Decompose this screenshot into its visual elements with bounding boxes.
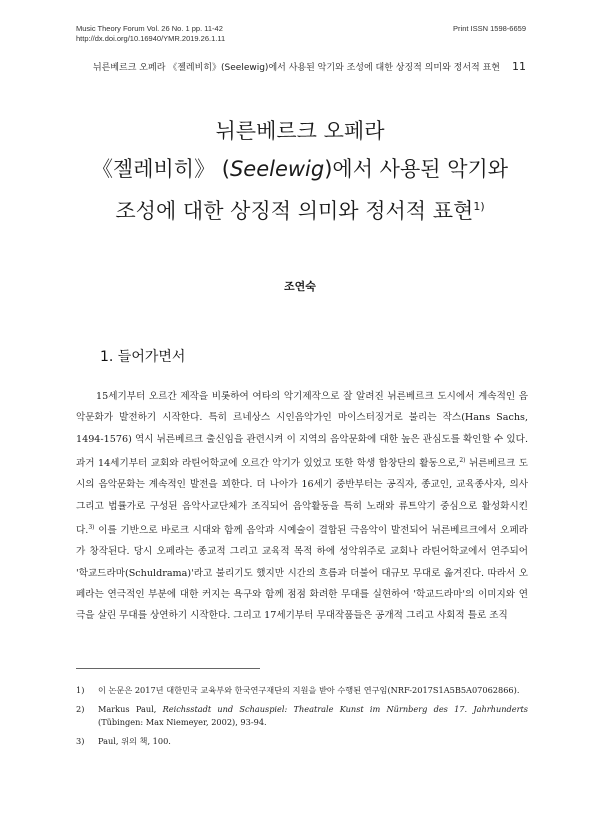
- para-text-a: 15세기부터 오르간 제작을 비롯하여 여타의 악기제작으로 잘 알려진 뉘른베르크 도시에서 계속적인 음악문화가 발전하기 시작한다. 특히 르네상스 시인음악가인 마이스터징거로 불리는 작스(Hans Sachs, 1494-1576) 역시 뉘른베르크 출신임을 관련시켜 이 지역의 음악문화에 대한 높은 관심도를 확인할 수 있다. 과거 14세기부터 교회와 라틴어학교에 오르간 악기가 있었고 또한 학생 합창단의 활동으로,: [76, 391, 528, 470]
- title-line-2: [60, 150, 540, 188]
- title-line-2-pre: 《젤레비히》 (: [91, 157, 230, 181]
- journal-meta: [76, 24, 225, 44]
- footnote-author: Markus Paul,: [98, 704, 163, 714]
- footnote-2: [76, 703, 528, 729]
- footnote-number: 2): [76, 704, 85, 714]
- footnote-ref-2[interactable]: 2): [459, 456, 466, 464]
- page-number: 11: [512, 60, 526, 73]
- title-line-2-post: )에서 사용된 악기와: [324, 157, 509, 181]
- para-text-c: 이를 기반으로 바로크 시대와 함께 음악과 시예술이 결합된 극음악이 발전되어 뉘른베르크에서 오페라가 창작된다. 당시 오페라는 종교적 그리고 교육적 목적 하에 성악위주로 교회나 라틴어학교에서 연주되어 '학교드라마(Schuldrama)'라고 불리기도 했지만 시간의 흐름과 더불어 대규모 무대로 옮겨진다. 따라서 오페라는 연극적인 부분에 대한 커지는 욕구와 함께 점점 화려한 무대를 실현하여 '학교드라마'의 이미지와 연극을 살린 무대를 상연하기 시작한다. 그리고 17세기부터 무대작품들은 공개적 그리고 사회적 틀로 조직: [76, 525, 528, 622]
- author-name: 조연숙: [284, 280, 316, 293]
- paragraph: [76, 386, 528, 627]
- section-heading: 1. 들어가면서: [100, 349, 186, 365]
- footnote-1: [76, 684, 528, 697]
- footnote-text: Paul, 위의 책, 100.: [98, 736, 171, 746]
- title-italic: Seelewig: [229, 157, 325, 181]
- title-line-3-text: 조성에 대한 상징적 의미와 정서적 표현: [115, 199, 474, 223]
- footnote-text: 이 논문은 2017년 대한민국 교육부와 한국연구재단의 지원을 받아 수행된 연구임(NRF-2017S1A5B5A07062866).: [98, 685, 520, 695]
- issn-label: Print ISSN 1598-6659: [453, 24, 526, 33]
- footnote-ref-3[interactable]: 3): [88, 523, 95, 531]
- footnote-number: 1): [76, 685, 85, 695]
- body-text: [76, 386, 528, 627]
- doi-link[interactable]: http://dx.doi.org/10.16940/YMR.2019.26.1.11: [76, 34, 226, 43]
- title-footnote-mark[interactable]: 1): [473, 200, 485, 213]
- title-line-3: [60, 188, 540, 230]
- para-text-b: 뉘른베르크 도시의 음악문화는 계속적인 발전을 꾀한다. 더 나아가 16세기 중반부터는 공직자, 종교인, 교육종사자, 의사 그리고 법률가로 구성된 음악사교단체가 조직되어 음악활동을 특히 노래와 류트악기 중심으로 활성화시킨다.: [76, 458, 528, 537]
- running-head-text: 뉘른베르크 오페라 《젤레비히》(Seelewig)에서 사용된 악기와 조성에 대한 상징적 의미와 정서적 표현: [92, 63, 500, 73]
- title-line-1: 뉘른베르크 오페라: [215, 119, 385, 143]
- footnote-publication: (Tübingen: Max Niemeyer, 2002), 93-94.: [98, 717, 267, 727]
- footnote-3: [76, 735, 528, 748]
- footnote-divider: [76, 668, 260, 669]
- running-head: [76, 60, 526, 73]
- footnote-text: [98, 703, 528, 729]
- journal-line: Music Theory Forum Vol. 26 No. 1 pp. 11-42: [76, 24, 223, 33]
- paper-title: [60, 112, 540, 230]
- footnote-number: 3): [76, 736, 85, 746]
- footnotes: [76, 684, 528, 754]
- footnote-book-title: Reichsstadt und Schauspiel: Theatrale Kunst im Nürnberg des 17. Jahrhunderts: [162, 704, 528, 714]
